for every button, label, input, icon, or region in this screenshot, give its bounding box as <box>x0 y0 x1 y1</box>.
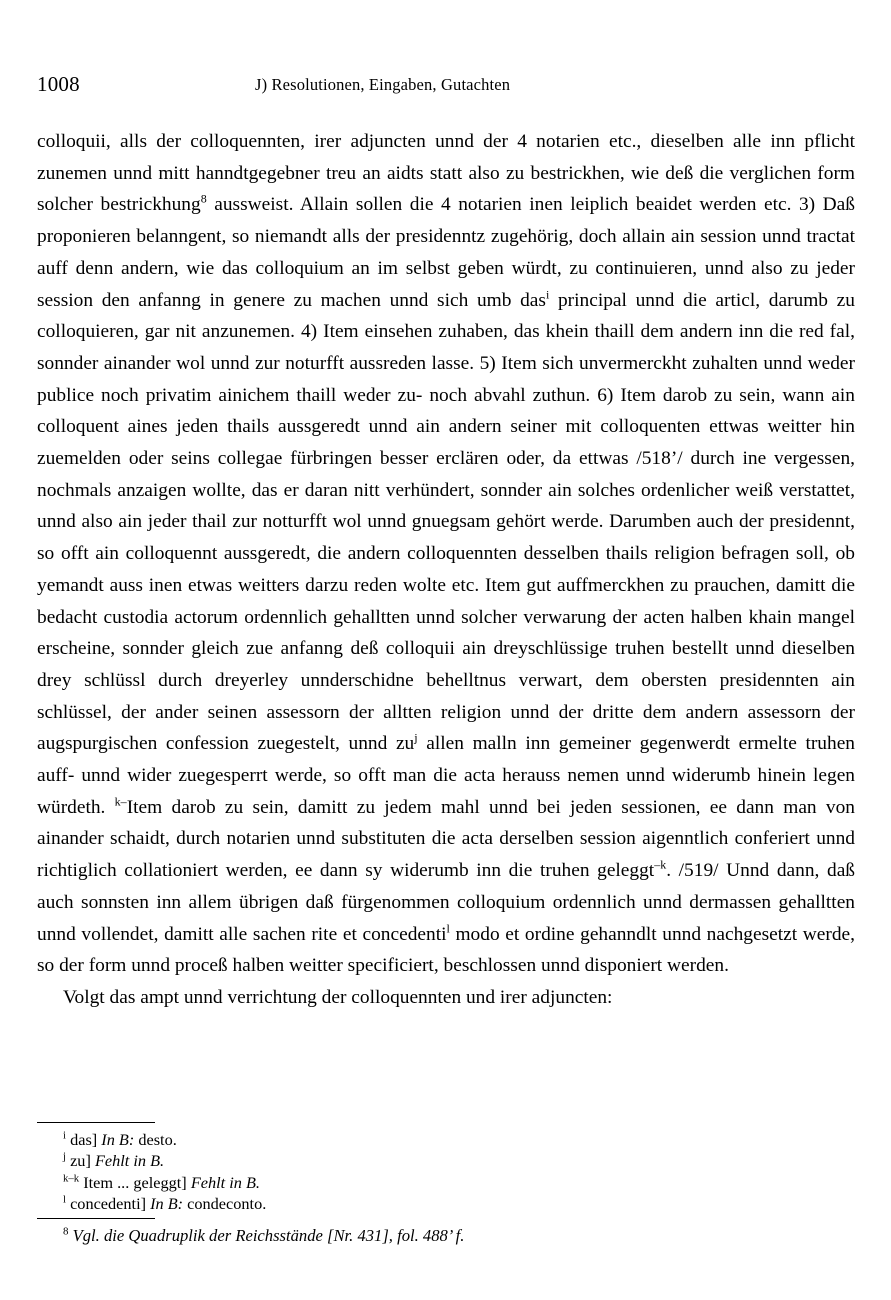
folio-marker-518: /518’/ <box>636 448 683 470</box>
footnote-text: Vgl. die Quadruplik der Reichsstände [Nr. 431], fol. 488’ f. <box>72 1226 465 1245</box>
apparatus-marker: i <box>63 1129 66 1142</box>
text-run-e: allen malln inn gemeiner gegenwerdt ermelte truhen auff- unnd wider zuegesperrt werde, so offt man die acta herauss nemen unnd widerumb hinein legen würdeth. <box>37 733 855 818</box>
apparatus-note <box>37 1150 855 1171</box>
apparatus-lemma: zu] <box>70 1151 91 1171</box>
body-paragraph-2: Volgt das ampt unnd verrichtung der colloquennten und irer adjuncten: <box>63 986 613 1008</box>
main-text-block <box>37 126 855 1014</box>
text-run-i: modo et ordine gehanndlt unnd nachgesetzt werde, so der form unnd proceß halben weitter specificiert, beschlossen unnd disponiert werden. <box>37 923 855 977</box>
apparatus-lemma: Item ... geleggt] <box>83 1172 187 1192</box>
apparatus-note-italic: Fehlt in B. <box>190 1172 260 1192</box>
apparatus-lemma: das] <box>70 1130 98 1149</box>
folio-marker-519: /519/ <box>678 860 719 882</box>
text-run-g: . <box>666 860 679 882</box>
page-number: 1008 <box>37 72 80 96</box>
apparatus-note-italic: Fehlt in B. <box>94 1151 165 1171</box>
apparatus-note-italic: In B: <box>150 1194 184 1214</box>
apparatus-note-rest: condeconto. <box>183 1194 267 1214</box>
variant-ref-i: i <box>545 287 550 302</box>
variant-ref-j: j <box>414 730 418 745</box>
apparatus-note-italic: In B: <box>101 1130 135 1149</box>
apparatus-lemma: concedenti] <box>70 1194 147 1214</box>
footnote-ref-8: 8 <box>200 191 207 206</box>
text-run-h: Unnd dann, daß auch sonnsten inn allem übrigen daß fürgenommen colloquium ordennlich unnd dermassen gehalltten unnd vollendet, damitt alle sachen rite et concedenti <box>37 860 855 945</box>
text-run-d: durch ine vergessen, nochmals anzaigen wollte, das er daran nitt verhündert, sonnder ain solches ordenlicher weiß verstattet, unnd also ain jeder thail zur notturfft wol unnd gnuegsam gehört werde. Darumben auch der presidennt, so offt ain colloquennt aussgeredt, die andern colloquennten desselben thails religion befragen soll, ob yemandt auss inen etwas weitters darzu reden wolte etc. Item gut auffmerckhen zu prauchen, damitt die bedacht custodia actorum ordennlich gehalltten unnd solcher verwarung der acten halben khain mangel erscheine, sonnder gleich zue anfanng deß colloquii ain dreyschlüssige truhen bestellt unnd dieselben drey schlüssl durch dreyerley unnderschidne behelltnus verwart, dem obersten presidennten ain schlüssel, der ander seinen assessorn der alltten religion unnd der dritte dem andern assessorn der augspurgischen confession zuegestelt, unnd zu <box>37 448 855 755</box>
variant-ref-k-open: k– <box>114 794 127 809</box>
critical-apparatus <box>37 1122 855 1215</box>
apparatus-marker: k–k <box>63 1172 80 1185</box>
apparatus-note <box>37 1129 855 1150</box>
apparatus-marker: j <box>63 1150 66 1163</box>
body-paragraph-1 <box>37 126 855 982</box>
apparatus-marker: l <box>63 1193 66 1206</box>
footnote-section <box>37 1218 855 1247</box>
apparatus-note <box>37 1172 855 1193</box>
text-run-c: principal unnd die articl, darumb zu colloquieren, gar nit anzunemen. 4) Item einsehen zuhaben, das khein thaill dem andern inn die red fal, sonnder ainander wol unnd zur noturfft aussreden lasse. 5) Item sich unvermerckht zuhalten unnd weder publice noch privatim ainichem thaill weder zu- noch abvahl zuthun. 6) Item darob zu sein, wann ain colloquent aines jeden thails aussgeredt unnd ain andern seiner mit colloquenten ettwas weitter hin zuemelden oder seins collegae fürbringen besser erclären oder, da ettwas <box>37 289 855 470</box>
apparatus-note <box>37 1193 855 1214</box>
footnote-rule <box>37 1218 155 1219</box>
text-run-a: colloquii, alls der colloquennten, irer adjuncten unnd der 4 notarien etc., dieselben alle inn pflicht zunemen unnd mitt hanndtgegebner treu an aidts statt also zu bestrickhen, wie deß die verglichen form solcher bestrickhung <box>37 131 855 216</box>
footnote-entry <box>37 1225 855 1247</box>
variant-ref-k-close: –k <box>654 857 667 872</box>
footnote-marker: 8 <box>63 1225 69 1238</box>
text-run-f: Item darob zu sein, damitt zu jedem mahl unnd bei jeden sessionen, ee dann man von ainander schaidt, durch notarien unnd substituten die acta derselben session aigenntlich conferiert unnd richtiglich collationiert werden, ee dann sy widerumb inn die truhen geleggt <box>37 796 855 882</box>
apparatus-rule <box>37 1122 155 1123</box>
section-title: J) Resolutionen, Eingaben, Gutachten <box>255 75 511 94</box>
variant-ref-l: l <box>446 921 450 936</box>
text-run-b: aussweist. Allain sollen die 4 notarien inen leiplich beaidet werden etc. 3) Daß proponieren belanngent, so niemandt alls der presidenntz zugehörig, doch allain ain session unnd tractat auff denn andern, wie das colloquium an im selbst geben würdt, zu continuieren, unnd also zu jeder session den anfanng in genere zu machen unnd sich umb das <box>37 194 855 311</box>
running-head <box>37 72 855 98</box>
apparatus-note-rest: desto. <box>134 1130 177 1149</box>
